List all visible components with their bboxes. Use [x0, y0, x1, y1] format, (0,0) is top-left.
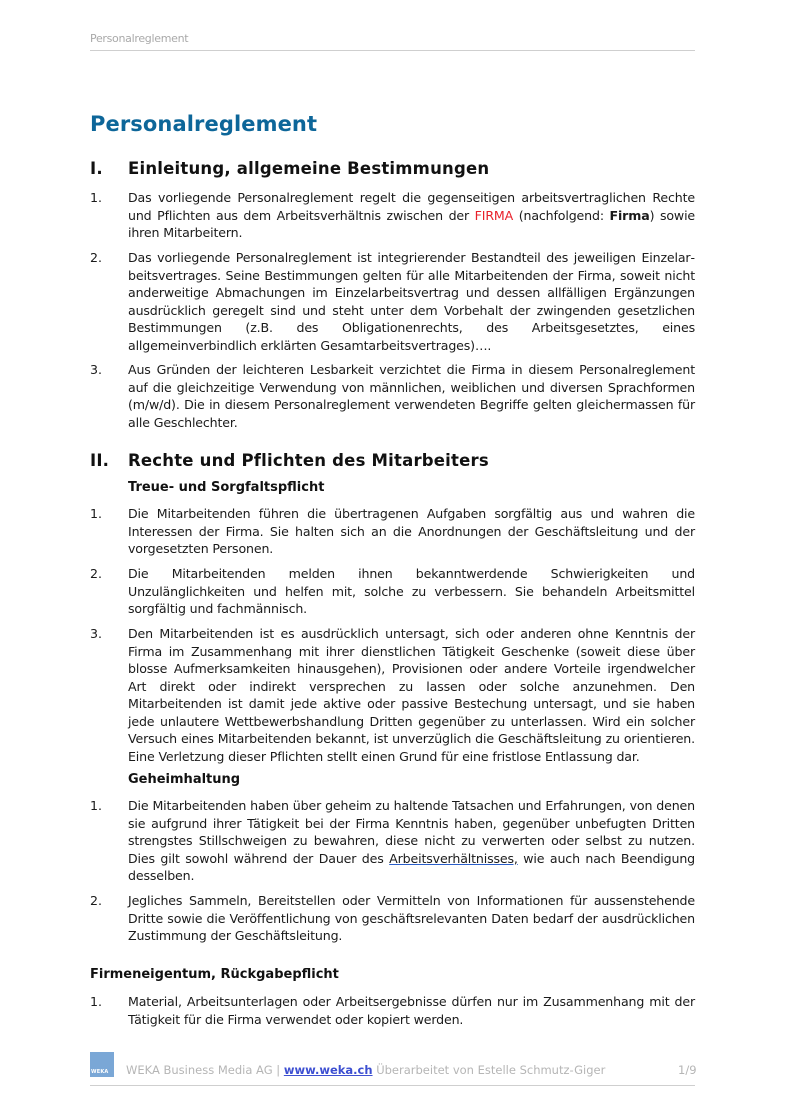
- section-title: Einleitung, allgemeine Bestimmungen: [128, 159, 490, 178]
- item-text: Die Mitarbeitenden haben über geheim zu haltende Tatsachen und Erfahrungen, von denen sie aufgrund ihrer Tätigkeit bei der Firma Kenntnis haben, gegenüber unbefugten Dritten strengstes Stillschweigen zu bewahren, diese nicht zu verwerten oder selbst zu nutzen. Dies gilt sowohl während der Dauer des Arbeitsverhältnisses, wie auch nach Beendigung desselben.: [128, 798, 695, 883]
- item-number: 1.: [90, 994, 103, 1009]
- firma-term: Firma: [609, 207, 650, 223]
- item-text: Jegliches Sammeln, Bereitstellen oder Vermitteln von Informationen für aussenstehende Dritte sowie die Veröffentlichung von geschäftsrelevanten Daten bedarf der ausdrücklichen Zustimmung der Geschäftsleitung.: [128, 893, 695, 943]
- item-number: 1.: [90, 798, 103, 813]
- subsection-heading-geheimhaltung: Geheimhaltung: [128, 772, 241, 787]
- running-header: Personalreglement: [90, 32, 189, 45]
- page-number: 1/9: [678, 1063, 697, 1077]
- section-heading-2: [90, 451, 695, 470]
- list-item: [90, 797, 695, 885]
- footer-text: WEKA Business Media AG | www.weka.ch Überarbeitet von Estelle Schmutz-Giger: [126, 1063, 606, 1077]
- list-item: [90, 249, 695, 354]
- item-text: Die Mitarbeitenden führen die übertragenen Aufgaben sorgfältig aus und wahren die Interessen der Firma. Sie halten sich an die Anordnungen der Geschäftsleitung und der vorgesetzten Personen.: [128, 506, 695, 556]
- footer-divider: [90, 1085, 695, 1086]
- item-number: 2.: [90, 893, 103, 908]
- item-text: Das vorliegende Personalreglement ist integrierender Bestandteil des jeweiligen Einzelarbeitsvertrages. Seine Bestimmungen gelten für alle Mitarbeitenden der Firma, soweit nicht anderweitige Abmachungen im Einzelarbeitsvertrag und dessen allfälligen Ergänzungen ausdrücklich geregelt sind und steht unter dem Vorbehalt der zwingenden gesetzlichen Bestimmungen (z.B. des Obligationenrechts, des Arbeitsgesetztes, eines allgemeinverbindlich erklärten Gesamtarbeitsvertrages)….: [128, 250, 695, 353]
- item-text: Material, Arbeitsunterlagen oder Arbeitsergebnisse dürfen nur im Zusammenhang mit der Tätigkeit für die Firma verwendet oder kopiert werden.: [128, 994, 695, 1027]
- section-heading-1: [90, 159, 695, 178]
- item-number: 2.: [90, 566, 103, 581]
- list-item: [90, 993, 695, 1028]
- header-divider: [90, 50, 695, 51]
- item-number: 3.: [90, 626, 103, 641]
- item-text: Den Mitarbeitenden ist es ausdrücklich untersagt, sich oder anderen ohne Kenntnis der Firma im Zusammenhang mit ihrer dienstlichen Tätigkeit Geschenke (soweit diese über blosse Aufmerksamkeiten hinausgehen), Provisionen oder andere Vorteile irgendwelcher Art direkt oder indirekt versprechen zu lassen oder solche anzunehmen. Den Mitarbeitenden ist damit jede aktive oder passive Bestechung untersagt, und sie haben jede unlautere Wettbewerbshandlung Dritten gegenüber zu unterlassen. Wird ein solcher Versuch eines Mitarbeitenden bekannt, ist unverzüglich die Geschäftsleitung zu orientieren. Eine Verletzung dieser Pflichten stellt einen Grund für eine fristlose Entlassung dar.: [128, 626, 695, 764]
- firma-placeholder: FIRMA: [474, 207, 514, 223]
- section-number: I.: [90, 159, 103, 178]
- subsection-heading-treue: Treue- und Sorgfaltspflicht: [128, 480, 325, 495]
- footer-website-link[interactable]: www.weka.ch: [283, 1063, 373, 1077]
- list-item: [90, 505, 695, 558]
- subsection-heading-firmeneigentum: Firmeneigentum, Rückgabepflicht: [90, 967, 339, 982]
- list-item: [90, 625, 695, 765]
- list-item: [90, 565, 695, 618]
- list-item: [90, 189, 695, 242]
- weka-logo-icon: WEKA: [90, 1052, 114, 1077]
- list-item: [90, 892, 695, 945]
- spellcheck-marked-word: Arbeitsverhältnisses,: [389, 850, 518, 866]
- item-number: 1.: [90, 506, 103, 521]
- item-number: 1.: [90, 190, 103, 205]
- section-number: II.: [90, 451, 110, 470]
- document-title: Personalreglement: [90, 112, 318, 136]
- item-text: Die Mitarbeitenden melden ihnen bekanntwerdende Schwierigkeiten und Unzulänglichkeiten und helfen mit, solche zu verbessern. Sie behandeln Arbeitsmittel sorgfältig und fachmännisch.: [128, 566, 695, 616]
- item-number: 2.: [90, 250, 103, 265]
- item-text: Aus Gründen der leichteren Lesbarkeit verzichtet die Firma in diesem Personalreglement auf die gleichzeitige Verwendung von männlichen, weiblichen und diversen Sprachformen (m/w/d). Die in diesem Personalreglement verwendeten Begriffe gelten gleichermassen für alle Geschlechter.: [128, 362, 695, 430]
- item-number: 3.: [90, 362, 103, 377]
- item-text: Das vorliegende Personalreglement regelt die gegenseitigen arbeitsvertraglichen Rechte und Pflichten aus dem Arbeitsverhältnis zwischen der FIRMA (nachfolgend: Firma) sowie ihren Mitarbeitern.: [128, 190, 696, 240]
- section-title: Rechte und Pflichten des Mitarbeiters: [128, 451, 489, 470]
- list-item: [90, 361, 695, 431]
